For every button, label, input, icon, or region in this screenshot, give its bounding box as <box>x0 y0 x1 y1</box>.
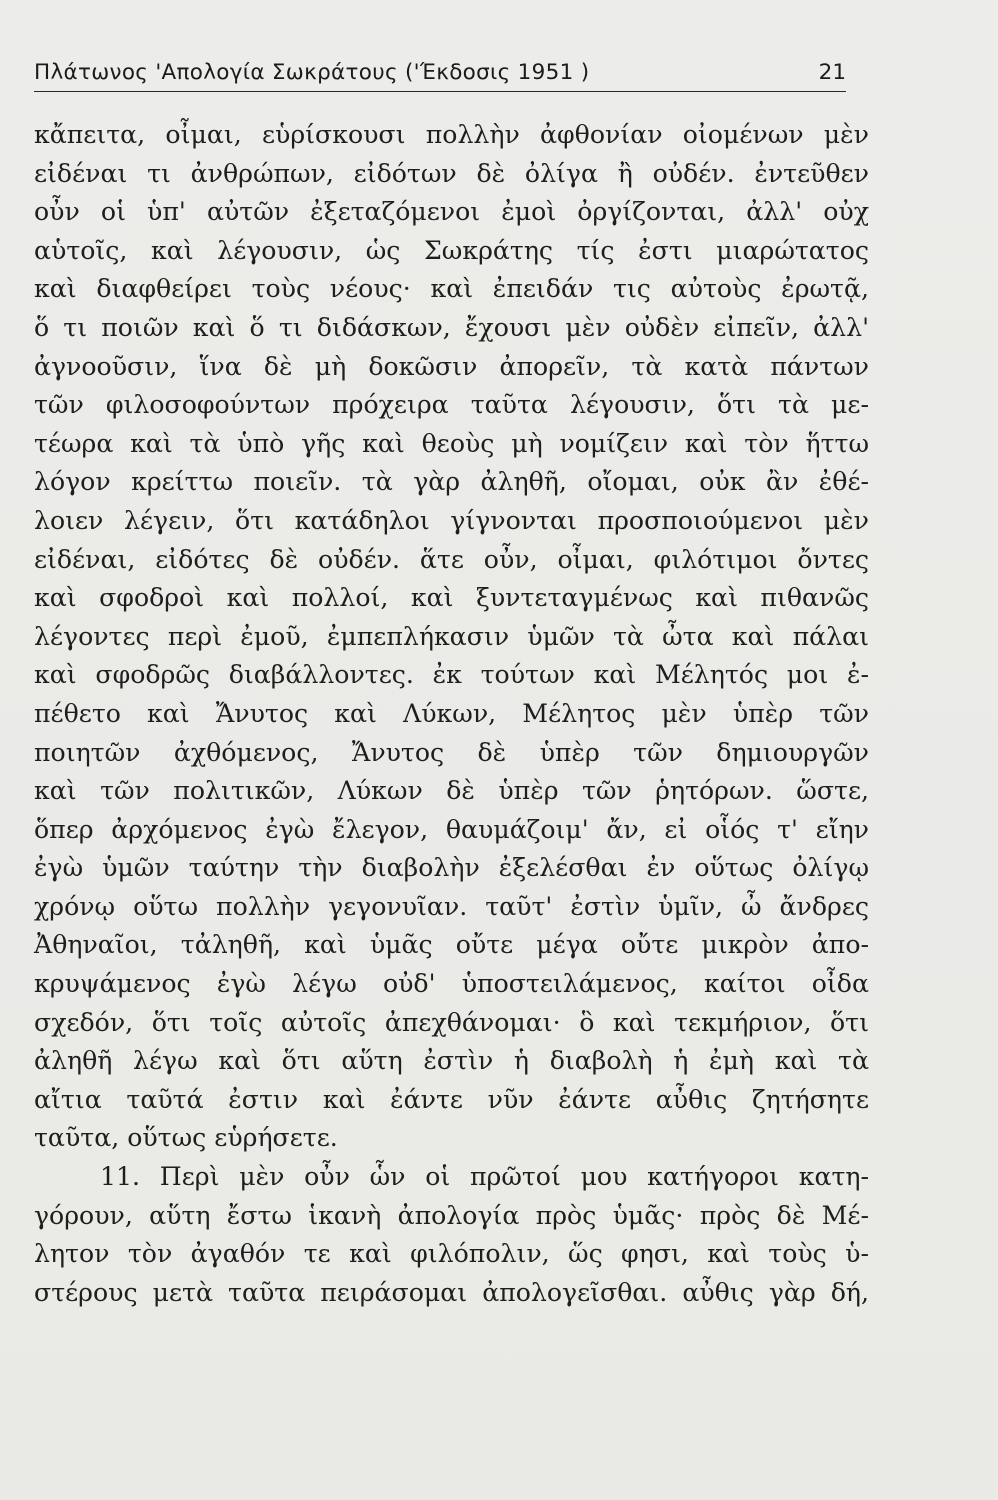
paragraph-end-line: ταῦτα, οὕτως εὑρήσετε. <box>34 1123 338 1153</box>
text-line: Ἀθηναῖοι, τἀληθῆ, καὶ ὑμᾶς οὔτε μέγα οὔτε μικρὸν ἀπο- <box>34 930 869 960</box>
text-line: λητον τὸν ἀγαθόν τε καὶ φιλόπολιν, ὥς φησι, καὶ τοὺς ὑ- <box>34 1239 869 1269</box>
text-line: τῶν φιλοσοφούντων πρόχειρα ταῦτα λέγουσιν, ὅτι τὰ με- <box>34 390 869 420</box>
text-line: λόγον κρείττω ποιεῖν. τὰ γὰρ ἀληθῆ, οἴομαι, οὐκ ἂν ἐθέ- <box>34 467 869 497</box>
text-line: καὶ διαφθείρει τοὺς νέους· καὶ ἐπειδάν τις αὐτοὺς ἐρωτᾷ, <box>34 274 869 304</box>
text-line: αἴτια ταῦτά ἐστιν καὶ ἐάντε νῦν ἐάντε αὖθις ζητήσητε <box>34 1084 869 1114</box>
header-rule <box>34 91 846 92</box>
text-line: καὶ σφοδροὶ καὶ πολλοί, καὶ ξυντεταγμένως καὶ πιθανῶς <box>34 583 869 613</box>
running-header <box>34 60 846 94</box>
text-line: ὅπερ ἀρχόμενος ἐγὼ ἔλεγον, θαυμάζοιμ' ἄν, εἰ οἷός τ' εἴην <box>34 814 869 844</box>
text-line: πέθετο καὶ Ἄνυτος καὶ Λύκων, Μέλητος μὲν ὑπὲρ τῶν <box>34 698 869 728</box>
text-line: λέγοντες περὶ ἐμοῦ, ἐμπεπλήκασιν ὑμῶν τὰ ὦτα καὶ πάλαι <box>34 621 869 651</box>
text-line: λοιεν λέγειν, ὅτι κατάδηλοι γίγνονται προσποιούμενοι μὲν <box>34 505 869 535</box>
text-line: ὅ τι ποιῶν καὶ ὅ τι διδάσκων, ἔχουσι μὲν οὐδὲν εἰπεῖν, ἀλλ' <box>34 312 869 342</box>
page-number: 21 <box>818 60 846 85</box>
text-line: τέωρα καὶ τὰ ὑπὸ γῆς καὶ θεοὺς μὴ νομίζειν καὶ τὸν ἥττω <box>34 428 869 458</box>
text-line: γόρουν, αὕτη ἔστω ἱκανὴ ἀπολογία πρὸς ὑμᾶς· πρὸς δὲ Μέ- <box>34 1200 869 1230</box>
text-line: οὖν οἱ ὑπ' αὐτῶν ἐξεταζόμενοι ἐμοὶ ὀργίζονται, ἀλλ' οὐχ <box>34 197 869 227</box>
text-line: εἰδέναι, εἰδότες δὲ οὐδέν. ἅτε οὖν, οἶμαι, φιλότιμοι ὄντες <box>34 544 869 574</box>
text-line: χρόνῳ οὕτω πολλὴν γεγονυῖαν. ταῦτ' ἐστὶν ὑμῖν, ὦ ἄνδρες <box>34 891 869 921</box>
body-text <box>34 116 869 1312</box>
text-line: στέρους μετὰ ταῦτα πειράσομαι ἀπολογεῖσθαι. αὖθις γὰρ δή, <box>34 1277 869 1307</box>
text-line: κρυψάμενος ἐγὼ λέγω οὐδ' ὑποστειλάμενος, καίτοι οἶδα <box>34 969 869 999</box>
text-line: ἐγὼ ὑμῶν ταύτην τὴν διαβολὴν ἐξελέσθαι ἐν οὕτως ὀλίγῳ <box>34 853 869 883</box>
text-line: σχεδόν, ὅτι τοῖς αὐτοῖς ἀπεχθάνομαι· ὃ καὶ τεκμήριον, ὅτι <box>34 1007 869 1037</box>
text-line: καὶ σφοδρῶς διαβάλλοντες. ἐκ τούτων καὶ Μέλητός μοι ἐ- <box>34 660 869 690</box>
section-start-line: 11. Περὶ μὲν οὖν ὧν οἱ πρῶτοί μου κατήγοροι κατη- <box>100 1162 869 1192</box>
running-title: Πλάτωνος 'Απολογία Σωκράτους ('Έκδοσις 1951 ) <box>34 60 590 85</box>
text-line: εἰδέναι τι ἀνθρώπων, εἰδότων δὲ ὀλίγα ἢ οὐδέν. ἐντεῦθεν <box>34 158 869 188</box>
text-line: αὑτοῖς, καὶ λέγουσιν, ὡς Σωκράτης τίς ἐστι μιαρώτατος <box>34 235 869 265</box>
text-line: ποιητῶν ἀχθόμενος, Ἄνυτος δὲ ὑπὲρ τῶν δημιουργῶν <box>34 737 869 767</box>
text-line: ἀγνοοῦσιν, ἵνα δὲ μὴ δοκῶσιν ἀπορεῖν, τὰ κατὰ πάντων <box>34 351 869 381</box>
text-line: ἀληθῆ λέγω καὶ ὅτι αὕτη ἐστὶν ἡ διαβολὴ ἡ ἐμὴ καὶ τὰ <box>34 1046 869 1076</box>
text-line: καὶ τῶν πολιτικῶν, Λύκων δὲ ὑπὲρ τῶν ῥητόρων. ὥστε, <box>34 776 869 806</box>
text-line: κἄπειτα, οἶμαι, εὑρίσκουσι πολλὴν ἀφθονίαν οἰομένων μὲν <box>34 120 869 149</box>
